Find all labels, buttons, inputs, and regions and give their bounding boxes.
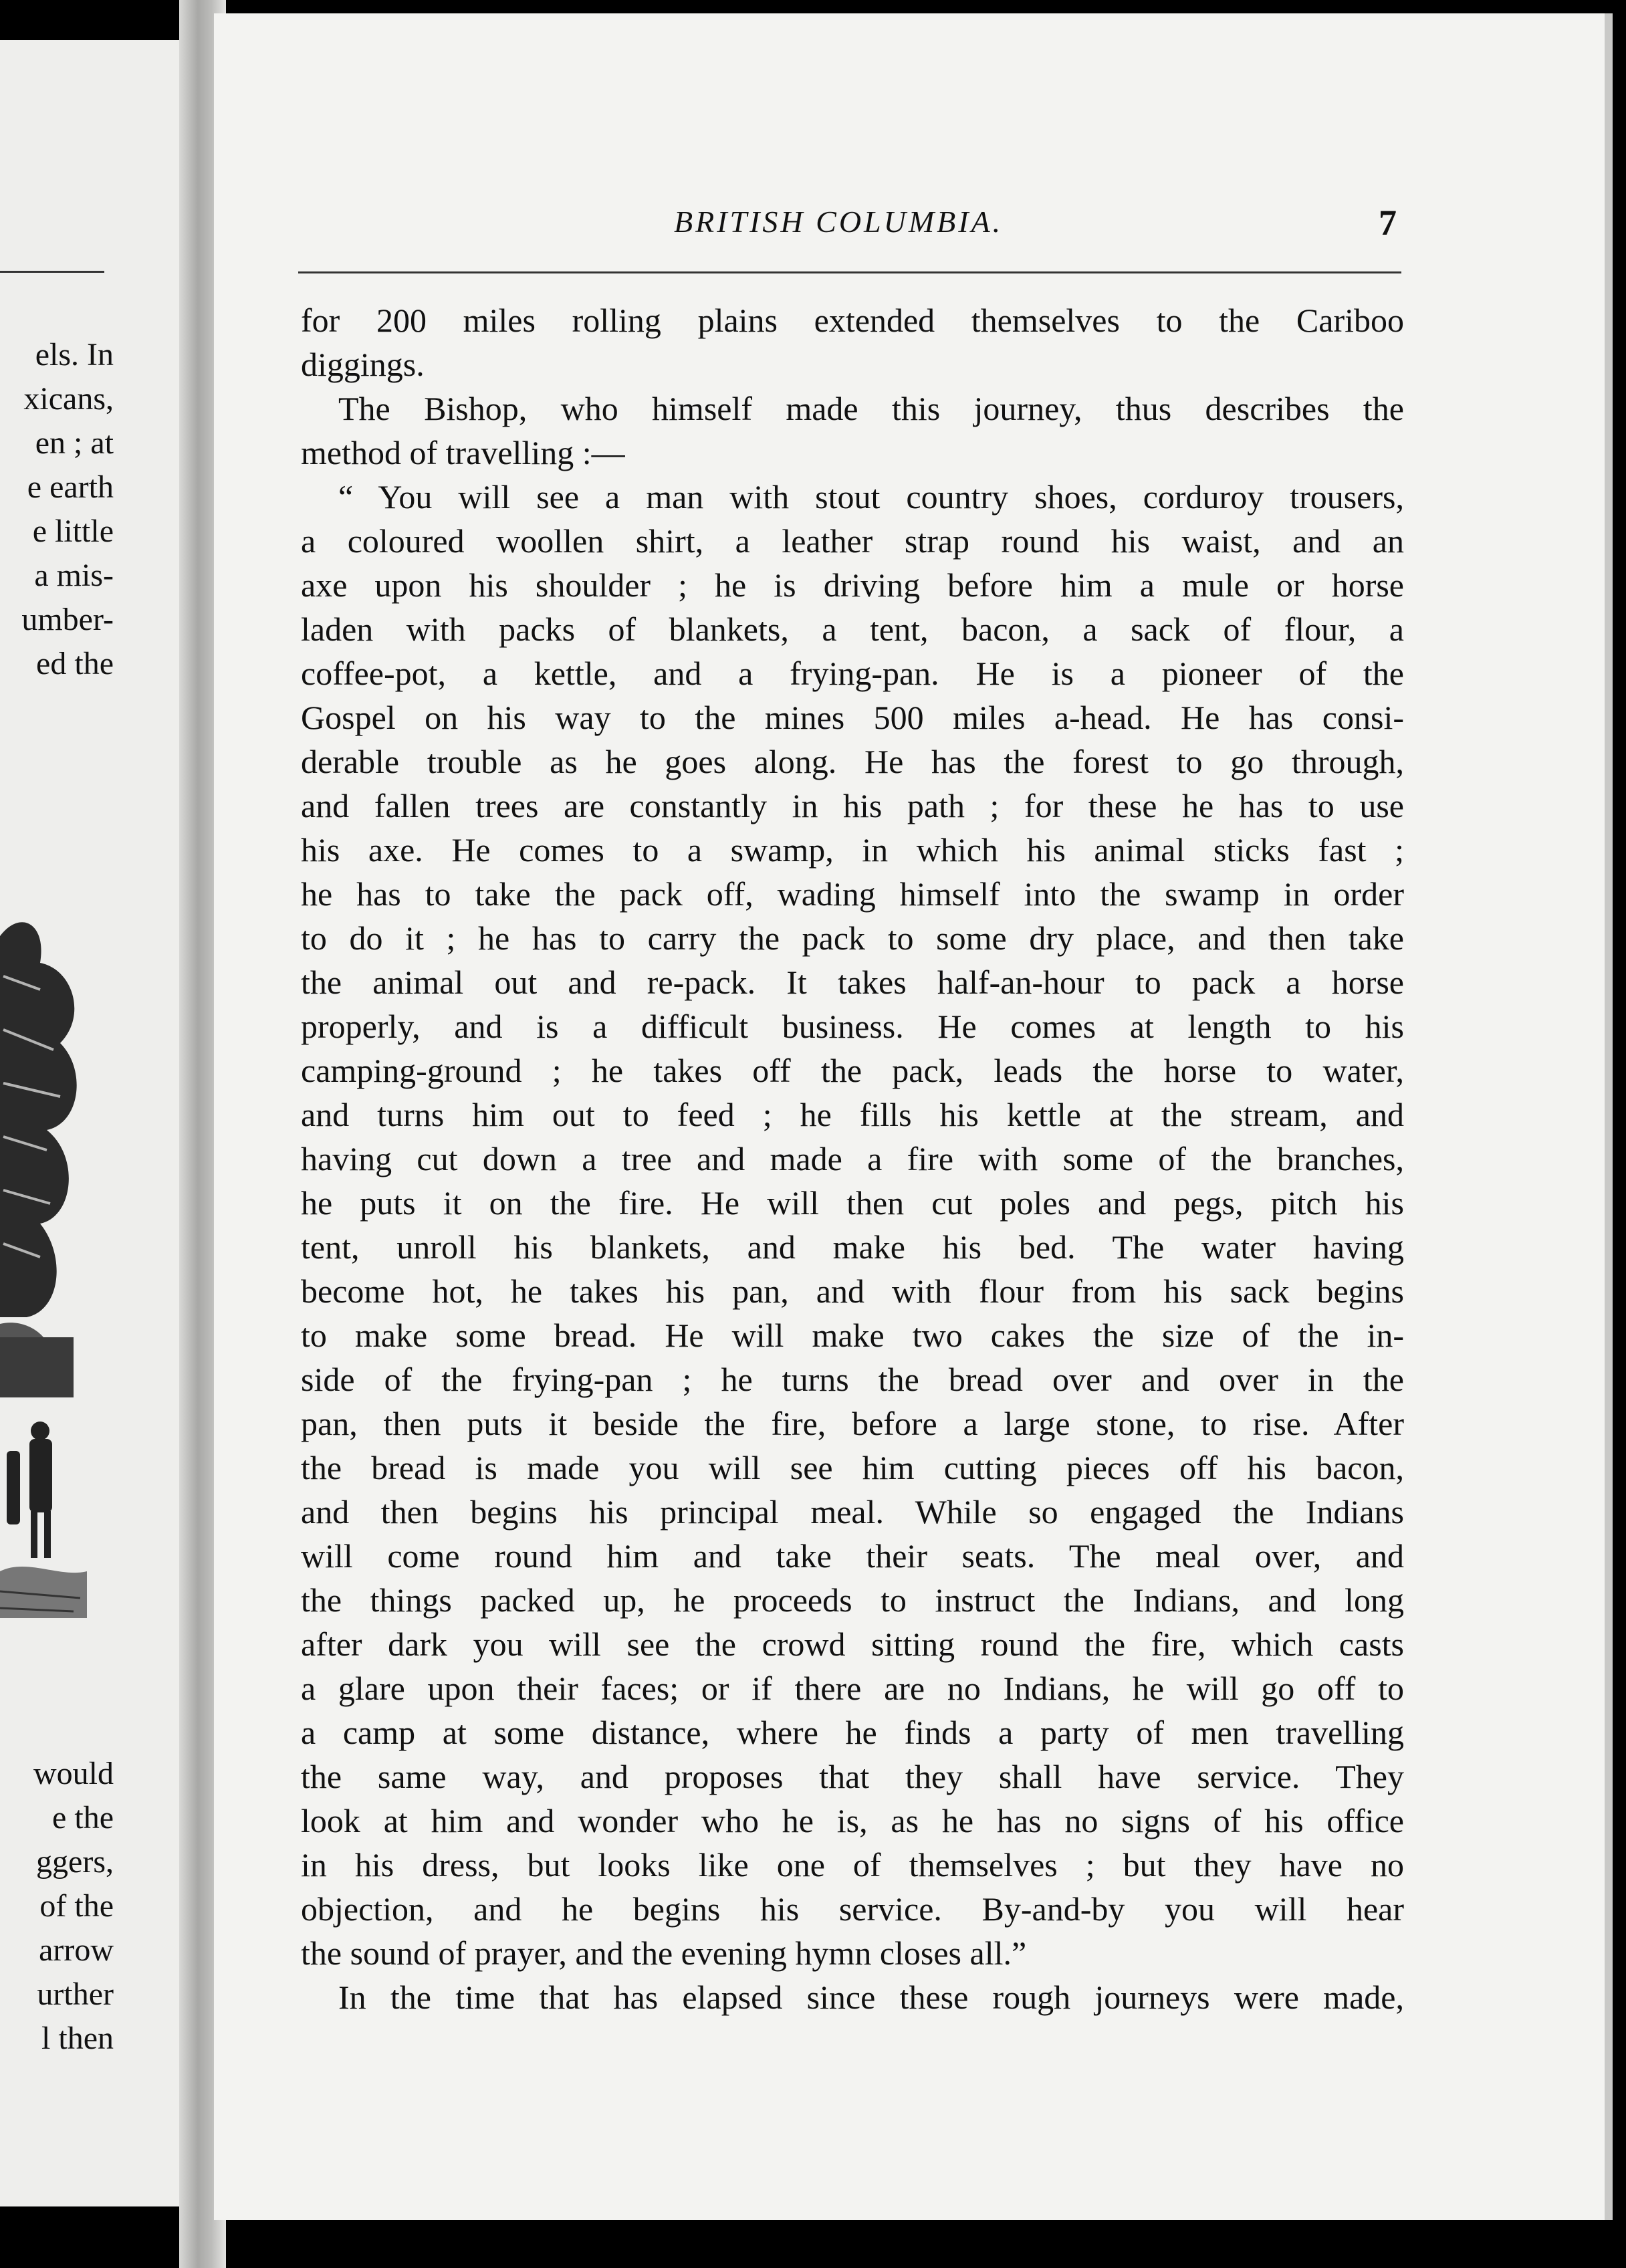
text-line: tent, unroll his blankets, and make his bed. The water having [301, 1228, 1404, 1266]
facing-page-line: l then [41, 2021, 114, 2056]
text-line: look at him and wonder who he is, as he has no signs of his office [301, 1802, 1404, 1839]
text-line: to make some bread. He will make two cakes the size of the in- [301, 1317, 1404, 1354]
page-number: 7 [1379, 203, 1397, 243]
text-line: diggings. [301, 346, 425, 383]
text-line: he puts it on the fire. He will then cut poles and pegs, pitch his [301, 1184, 1404, 1222]
text-line: the same way, and proposes that they shall have service. They [301, 1758, 1404, 1795]
facing-page-line: e earth [27, 469, 114, 505]
tree-engraving-illustration [0, 909, 90, 1652]
text-line: axe upon his shoulder ; he is driving before him a mule or horse [301, 566, 1404, 604]
body-text [301, 298, 1404, 2019]
facing-page-text-top [0, 333, 114, 686]
facing-page-line: ggers, [36, 1844, 114, 1880]
running-head: BRITISH COLUMBIA. [674, 205, 1004, 239]
text-line: laden with packs of blankets, a tent, bacon, a sack of flour, a [301, 610, 1404, 648]
facing-page-line: en ; at [35, 425, 114, 461]
text-line: camping-ground ; he takes off the pack, leads the horse to water, [301, 1052, 1404, 1089]
text-line: having cut down a tree and made a fire with some of the branches, [301, 1140, 1404, 1177]
text-line: his axe. He comes to a swamp, in which his animal sticks fast ; [301, 831, 1404, 869]
facing-page-line: e the [52, 1800, 114, 1835]
text-line: method of travelling :— [301, 434, 625, 471]
text-line: to do it ; he has to carry the pack to some dry place, and then take [301, 919, 1404, 957]
text-line: the things packed up, he proceeds to instruct the Indians, and long [301, 1581, 1404, 1619]
facing-page-line: ed the [36, 646, 114, 681]
text-line: pan, then puts it beside the fire, before a large stone, to rise. After [301, 1405, 1404, 1442]
facing-page-line: would [33, 1756, 114, 1791]
text-line: the sound of prayer, and the evening hymn closes all.” [301, 1934, 1027, 1972]
text-line: and then begins his principal meal. While so engaged the Indians [301, 1493, 1404, 1530]
text-line: for 200 miles rolling plains extended themselves to the Cariboo [301, 302, 1404, 339]
facing-page-line: e little [32, 514, 114, 549]
text-line: Gospel on his way to the mines 500 miles a-head. He has consi- [301, 699, 1404, 736]
facing-page-line: a mis- [34, 558, 114, 593]
text-line: side of the frying-pan ; he turns the bread over and over in the [301, 1361, 1404, 1398]
text-line: in his dress, but looks like one of themselves ; but they have no [301, 1846, 1404, 1884]
text-line: he has to take the pack off, wading himself into the swamp in order [301, 875, 1404, 913]
text-line: become hot, he takes his pan, and with flour from his sack begins [301, 1272, 1404, 1310]
text-line: the bread is made you will see him cutting pieces off his bacon, [301, 1449, 1404, 1486]
facing-page-line: urther [37, 1976, 114, 2012]
text-line: after dark you will see the crowd sitting round the fire, which casts [301, 1625, 1404, 1663]
facing-page-fragment [0, 40, 194, 2206]
text-line: and fallen trees are constantly in his path ; for these he has to use [301, 787, 1404, 824]
facing-page-line: umber- [21, 602, 114, 637]
text-line: In the time that has elapsed since these rough journeys were made, [338, 1978, 1404, 2016]
facing-page-text-bottom [0, 1752, 114, 2061]
text-line: and turns him out to feed ; he fills his kettle at the stream, and [301, 1096, 1404, 1133]
text-line: a coloured woollen shirt, a leather strap round his waist, and an [301, 522, 1404, 560]
facing-page-rule [0, 271, 104, 273]
text-line: objection, and he begins his service. By-and-by you will hear [301, 1890, 1404, 1928]
text-line: coffee-pot, a kettle, and a frying-pan. He is a pioneer of the [301, 655, 1404, 692]
text-line: The Bishop, who himself made this journey, thus describes the [338, 390, 1404, 427]
header-rule [298, 271, 1401, 273]
text-line: “ You will see a man with stout country shoes, corduroy trousers, [338, 478, 1404, 516]
facing-page-line: xicans, [23, 381, 114, 417]
text-line: will come round him and take their seats. The meal over, and [301, 1537, 1404, 1575]
text-line: a camp at some distance, where he finds a party of men travelling [301, 1714, 1404, 1751]
facing-page-line: arrow [39, 1932, 114, 1968]
text-line: derable trouble as he goes along. He has the forest to go through, [301, 743, 1404, 780]
facing-page-line: of the [39, 1888, 114, 1924]
page-edge [1605, 13, 1613, 2220]
text-line: a glare upon their faces; or if there are no Indians, he will go off to [301, 1670, 1404, 1707]
facing-page-line: els. In [35, 337, 114, 372]
text-line: the animal out and re-pack. It takes half-an-hour to pack a horse [301, 963, 1404, 1001]
text-line: properly, and is a difficult business. He comes at length to his [301, 1008, 1404, 1045]
